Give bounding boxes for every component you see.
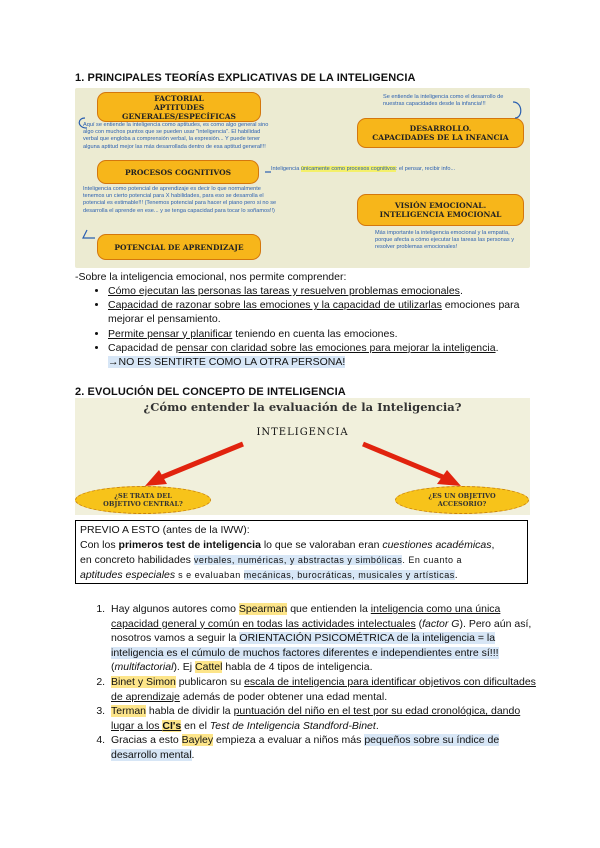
emotional-list — [92, 284, 538, 369]
note-procesos: Inteligencia únicamente como procesos cognitivos: el pensar, recibir info... — [271, 166, 456, 172]
list-item: 4. Gracias a esto Bayley empieza a evaluar a niños más pequeños sobre su índice de desarrollo mental. — [108, 733, 540, 762]
box-desarrollo: DESARROLLO. CAPACIDADES DE LA INFANCIA — [357, 118, 524, 148]
accessory-objective: ¿ES UN OBJETIVO ACCESORIO? — [395, 486, 529, 514]
list-item: 2. Binet y Simon publicaron su escala de inteligencia para identificar objetivos con dificultades de aprendizaje además de poder obtener una edad mental. — [108, 675, 540, 704]
list-item: • Capacidad de pensar con claridad sobre las emociones para mejorar la inteligencia. →NO ES SENTIRTE COMO LA OTRA PERSONA! — [108, 341, 538, 369]
authors-list — [92, 602, 540, 763]
diagram-arrows — [75, 88, 530, 268]
box-potencial: POTENCIAL DE APRENDIZAJE — [97, 234, 261, 260]
box-vision: VISIÓN EMOCIONAL. INTELIGENCIA EMOCIONAL — [357, 194, 524, 226]
section-1-heading: 1. PRINCIPALES TEORÍAS EXPLICATIVAS DE LA INTELIGENCIA — [75, 72, 416, 84]
evaluation-diagram — [75, 398, 530, 515]
theories-diagram — [75, 88, 530, 268]
evaluation-title: ¿Cómo entender la evaluación de la Inteligencia? — [143, 400, 462, 414]
note-potencial: Inteligencia como potencial de aprendizaje es decir lo que normalmente tenemos un cierto potencial para X habilidades, para eso se desarrolla el potencial es estimable!!! (Tenemos potencial para hacer el piano pero si no se desarrolla el aprende en ese... y se tenga capacidad para tocar lo soñamos!!) — [83, 186, 277, 214]
center-label: INTELIGENCIA — [256, 427, 349, 438]
previo-line: aptitudes especiales s e evaluaban mecánicas, burocráticas, musicales y artísticas. — [80, 569, 458, 581]
previo-title: PREVIO A ESTO (antes de la IWW): — [80, 524, 250, 536]
list-item: • Cómo ejecutan las personas las tareas y resuelven problemas emocionales. — [108, 284, 538, 298]
section-2-heading: 2. EVOLUCIÓN DEL CONCEPTO DE INTELIGENCIA — [75, 386, 346, 398]
previo-line: en concreto habilidades verbales, numéricas, y abstractas y simbólicas. En cuanto a — [80, 554, 462, 566]
note-desarrollo: Se entiende la inteligencia como el desarrollo de nuestras capacidades desde la infancia!!! — [383, 94, 504, 108]
note-vision: Más importante la inteligencia emocional y la empatía, porque afecta a cómo ejecutar las tareas las personas y resolver problemas emocionales! — [375, 230, 514, 251]
box-procesos: PROCESOS COGNITIVOS — [97, 160, 259, 184]
list-item: 1. Hay algunos autores como Spearman que entienden la inteligencia como una única capacidad general y común en todas las actividades intelectuales (factor G). Pero aún así, nosotros vamos a seguir la ORIENTACIÓN PSICOMÉTRICA de la inteligencia = la inteligencia es el cúmulo de muchos factores diferentes e independientes entre sí!!! (multifactorial). Ej Cattel habla de 4 tipos de inteligencia. — [108, 602, 540, 675]
previo-box — [75, 520, 528, 584]
previo-line: Con los primeros test de inteligencia lo que se valoraban eran cuestiones académicas, — [80, 539, 495, 551]
box-factorial: FACTORIAL APTITUDES GENERALES/ESPECÍFICAS — [97, 92, 261, 122]
list-item: • Permite pensar y planificar teniendo en cuenta las emociones. — [108, 327, 538, 341]
note-factorial: Aquí se entiende la inteligencia como aptitudes, es como algo general sino algo con muchos puntos que se pueden usar "inteligencia". El habilidad verbal que engloba a comprensión verbal, la expresión... Y puede tener alguna aptitud mejor las más desarrollada dentro de esa aptitud general!!! — [83, 122, 269, 150]
emotional-intro: -Sobre la inteligencia emocional, nos permite comprender: — [75, 271, 347, 283]
central-objective: ¿SE TRATA DEL OBJETIVO CENTRAL? — [75, 486, 211, 514]
list-item: • Capacidad de razonar sobre las emociones y la capacidad de utilizarlas emociones para mejorar el pensamiento. — [108, 298, 538, 326]
list-item: 3. Terman habla de dividir la puntuación del niño en el test por su edad cronológica, dando lugar a los CI's en el Test de Inteligencia Standford-Binet. — [108, 704, 540, 733]
